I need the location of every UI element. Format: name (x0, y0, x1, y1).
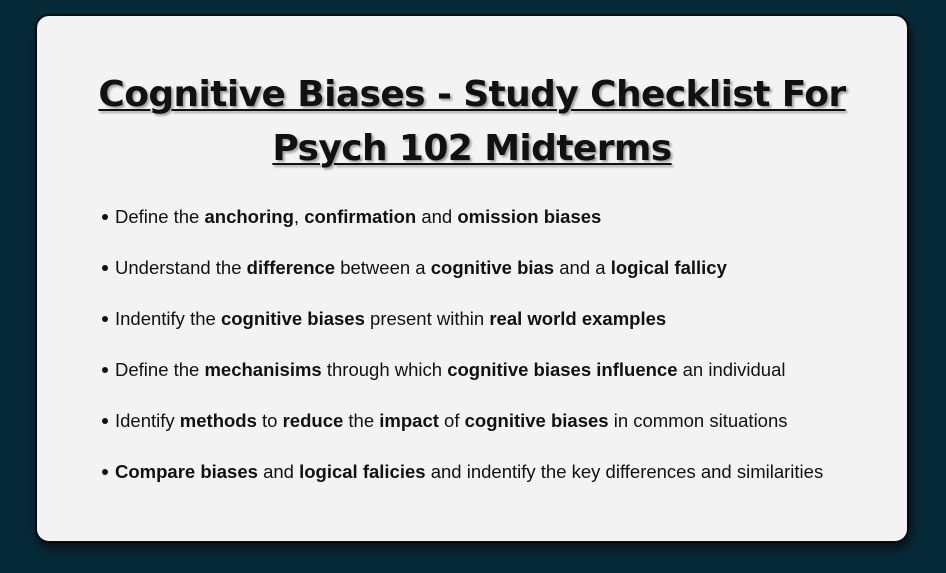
checklist-item (101, 457, 901, 508)
item-text: the (343, 410, 380, 431)
item-text: and (257, 461, 300, 482)
emphasized-text: confirmation (304, 206, 417, 227)
emphasized-text: cognitive bias (430, 257, 555, 278)
item-text: Define the (115, 359, 205, 380)
emphasized-text: omission biases (457, 206, 602, 227)
checklist-item (101, 304, 901, 355)
item-text: Understand the (115, 257, 247, 278)
emphasized-text: logical falicies (299, 461, 426, 482)
item-text: of (438, 410, 465, 431)
emphasized-text: real world examples (489, 308, 667, 329)
checklist-item (101, 202, 901, 253)
item-text: Identify (115, 410, 180, 431)
checklist (101, 202, 901, 508)
item-text: through which (321, 359, 448, 380)
item-text: present within (364, 308, 490, 329)
emphasized-text: cognitive biases (464, 410, 609, 431)
emphasized-text: mechanisims (204, 359, 322, 380)
item-text: Define the (115, 206, 205, 227)
checklist-card (35, 14, 909, 543)
emphasized-text: impact (379, 410, 439, 431)
title-line-2: Psych 102 Midterms (272, 128, 672, 169)
item-text: and indentify the key differences and similarities (425, 461, 824, 482)
emphasized-text: difference (246, 257, 336, 278)
item-text: to (256, 410, 283, 431)
item-text: and (416, 206, 458, 227)
emphasized-text: Compare biases (115, 461, 258, 482)
item-text: , (293, 206, 305, 227)
page-title (37, 68, 907, 176)
emphasized-text: cognitive biases (220, 308, 365, 329)
checklist-item (101, 406, 901, 457)
item-text: and a (554, 257, 611, 278)
item-text: Indentify the (115, 308, 221, 329)
checklist-item (101, 355, 901, 406)
title-line-1: Cognitive Biases - Study Checklist For (98, 74, 846, 115)
emphasized-text: logical fallicy (610, 257, 727, 278)
emphasized-text: reduce (282, 410, 344, 431)
item-text: between a (335, 257, 431, 278)
emphasized-text: methods (179, 410, 257, 431)
emphasized-text: cognitive biases influence (447, 359, 678, 380)
item-text: an individual (677, 359, 786, 380)
item-text: in common situations (608, 410, 788, 431)
checklist-item (101, 253, 901, 304)
emphasized-text: anchoring (204, 206, 294, 227)
